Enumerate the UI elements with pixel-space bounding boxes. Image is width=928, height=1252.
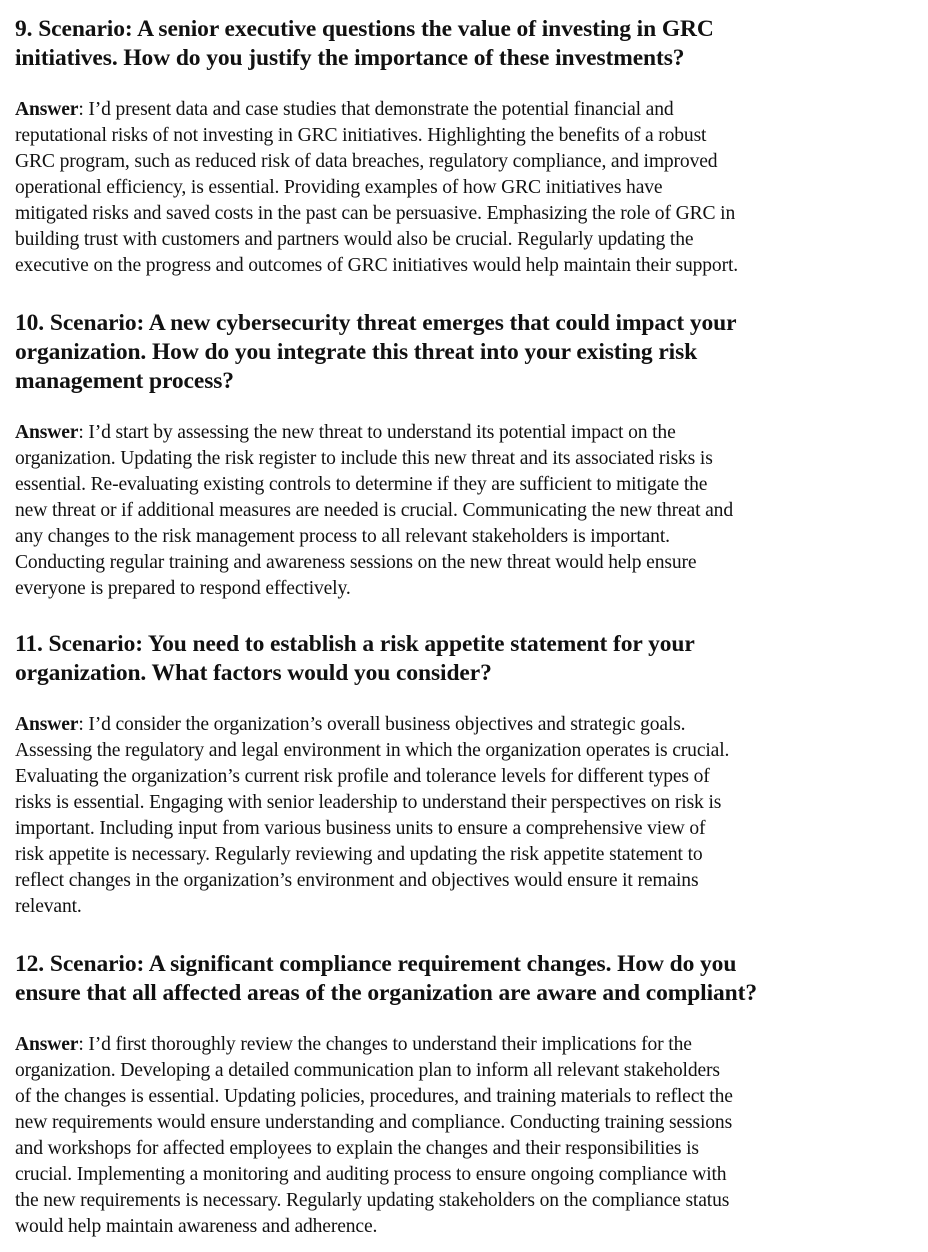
answer-line: would help maintain awareness and adherence. bbox=[15, 1216, 378, 1237]
answer-line bbox=[15, 420, 915, 446]
scenario-answer bbox=[15, 420, 915, 602]
question-line: initiatives. How do you justify the importance of these investments? bbox=[15, 45, 685, 71]
answer-line: organization. Updating the risk register to include this new threat and its associated risks is bbox=[15, 448, 713, 469]
answer-line: organization. Developing a detailed communication plan to inform all relevant stakeholders bbox=[15, 1060, 720, 1081]
answer-label: Answer bbox=[15, 422, 79, 443]
answer-line: new requirements would ensure understanding and compliance. Conducting training sessions bbox=[15, 1112, 733, 1133]
question-line: 11. Scenario: You need to establish a risk appetite statement for your bbox=[15, 631, 695, 657]
answer-label: Answer bbox=[15, 714, 79, 735]
answer-line: essential. Re-evaluating existing controls to determine if they are sufficient to mitigate the bbox=[15, 474, 708, 495]
answer-text: : I’d present data and case studies that demonstrate the potential financial and bbox=[78, 99, 674, 120]
question-line: 12. Scenario: A significant compliance requirement changes. How do you bbox=[15, 951, 737, 977]
answer-line bbox=[15, 712, 915, 738]
answer-line: mitigated risks and saved costs in the past can be persuasive. Emphasizing the role of GRC in bbox=[15, 203, 736, 224]
answer-line bbox=[15, 97, 915, 123]
answer-text: : I’d first thoroughly review the changes to understand their implications for the bbox=[78, 1034, 692, 1055]
answer-line: Evaluating the organization’s current risk profile and tolerance levels for different types of bbox=[15, 766, 710, 787]
scenario-answer bbox=[15, 712, 915, 920]
scenario-question bbox=[15, 630, 915, 688]
answer-line: risks is essential. Engaging with senior leadership to understand their perspectives on risk is bbox=[15, 792, 722, 813]
question-line: 9. Scenario: A senior executive questions the value of investing in GRC bbox=[15, 16, 714, 42]
scenario-answer bbox=[15, 1032, 915, 1240]
answer-line: of the changes is essential. Updating policies, procedures, and training materials to reflect the bbox=[15, 1086, 733, 1107]
scenario-section-11 bbox=[15, 630, 915, 920]
answer-line: Assessing the regulatory and legal environment in which the organization operates is crucial. bbox=[15, 740, 730, 761]
answer-text: : I’d start by assessing the new threat to understand its potential impact on the bbox=[78, 422, 676, 443]
answer-line: risk appetite is necessary. Regularly reviewing and updating the risk appetite statement to bbox=[15, 844, 703, 865]
scenario-section-10 bbox=[15, 309, 915, 602]
question-line: 10. Scenario: A new cybersecurity threat emerges that could impact your bbox=[15, 310, 737, 336]
answer-line bbox=[15, 1032, 915, 1058]
scenario-answer bbox=[15, 97, 915, 279]
question-line: management process? bbox=[15, 368, 234, 394]
answer-line: reflect changes in the organization’s environment and objectives would ensure it remains bbox=[15, 870, 699, 891]
answer-line: reputational risks of not investing in GRC initiatives. Highlighting the benefits of a robust bbox=[15, 125, 707, 146]
answer-line: operational efficiency, is essential. Providing examples of how GRC initiatives have bbox=[15, 177, 663, 198]
answer-line: Conducting regular training and awareness sessions on the new threat would help ensure bbox=[15, 552, 697, 573]
question-line: organization. What factors would you consider? bbox=[15, 660, 492, 686]
scenario-section-9 bbox=[15, 15, 915, 279]
question-line: organization. How do you integrate this threat into your existing risk bbox=[15, 339, 698, 365]
scenario-section-12 bbox=[15, 950, 915, 1240]
answer-line: relevant. bbox=[15, 896, 82, 917]
answer-line: new threat or if additional measures are needed is crucial. Communicating the new threat and bbox=[15, 500, 733, 521]
scenario-question bbox=[15, 15, 915, 73]
answer-line: any changes to the risk management process to all relevant stakeholders is important. bbox=[15, 526, 670, 547]
answer-label: Answer bbox=[15, 1034, 79, 1055]
answer-label: Answer bbox=[15, 99, 79, 120]
answer-text: : I’d consider the organization’s overall business objectives and strategic goals. bbox=[78, 714, 686, 735]
answer-line: executive on the progress and outcomes of GRC initiatives would help maintain their support. bbox=[15, 255, 738, 276]
answer-line: building trust with customers and partners would also be crucial. Regularly updating the bbox=[15, 229, 694, 250]
answer-line: and workshops for affected employees to explain the changes and their responsibilities is bbox=[15, 1138, 699, 1159]
answer-line: GRC program, such as reduced risk of data breaches, regulatory compliance, and improved bbox=[15, 151, 718, 172]
answer-line: important. Including input from various business units to ensure a comprehensive view of bbox=[15, 818, 706, 839]
question-line: ensure that all affected areas of the organization are aware and compliant? bbox=[15, 980, 758, 1006]
scenario-question bbox=[15, 950, 915, 1008]
answer-line: everyone is prepared to respond effectively. bbox=[15, 578, 351, 599]
scenario-question bbox=[15, 309, 915, 396]
answer-line: the new requirements is necessary. Regularly updating stakeholders on the compliance status bbox=[15, 1190, 730, 1211]
answer-line: crucial. Implementing a monitoring and auditing process to ensure ongoing compliance with bbox=[15, 1164, 727, 1185]
